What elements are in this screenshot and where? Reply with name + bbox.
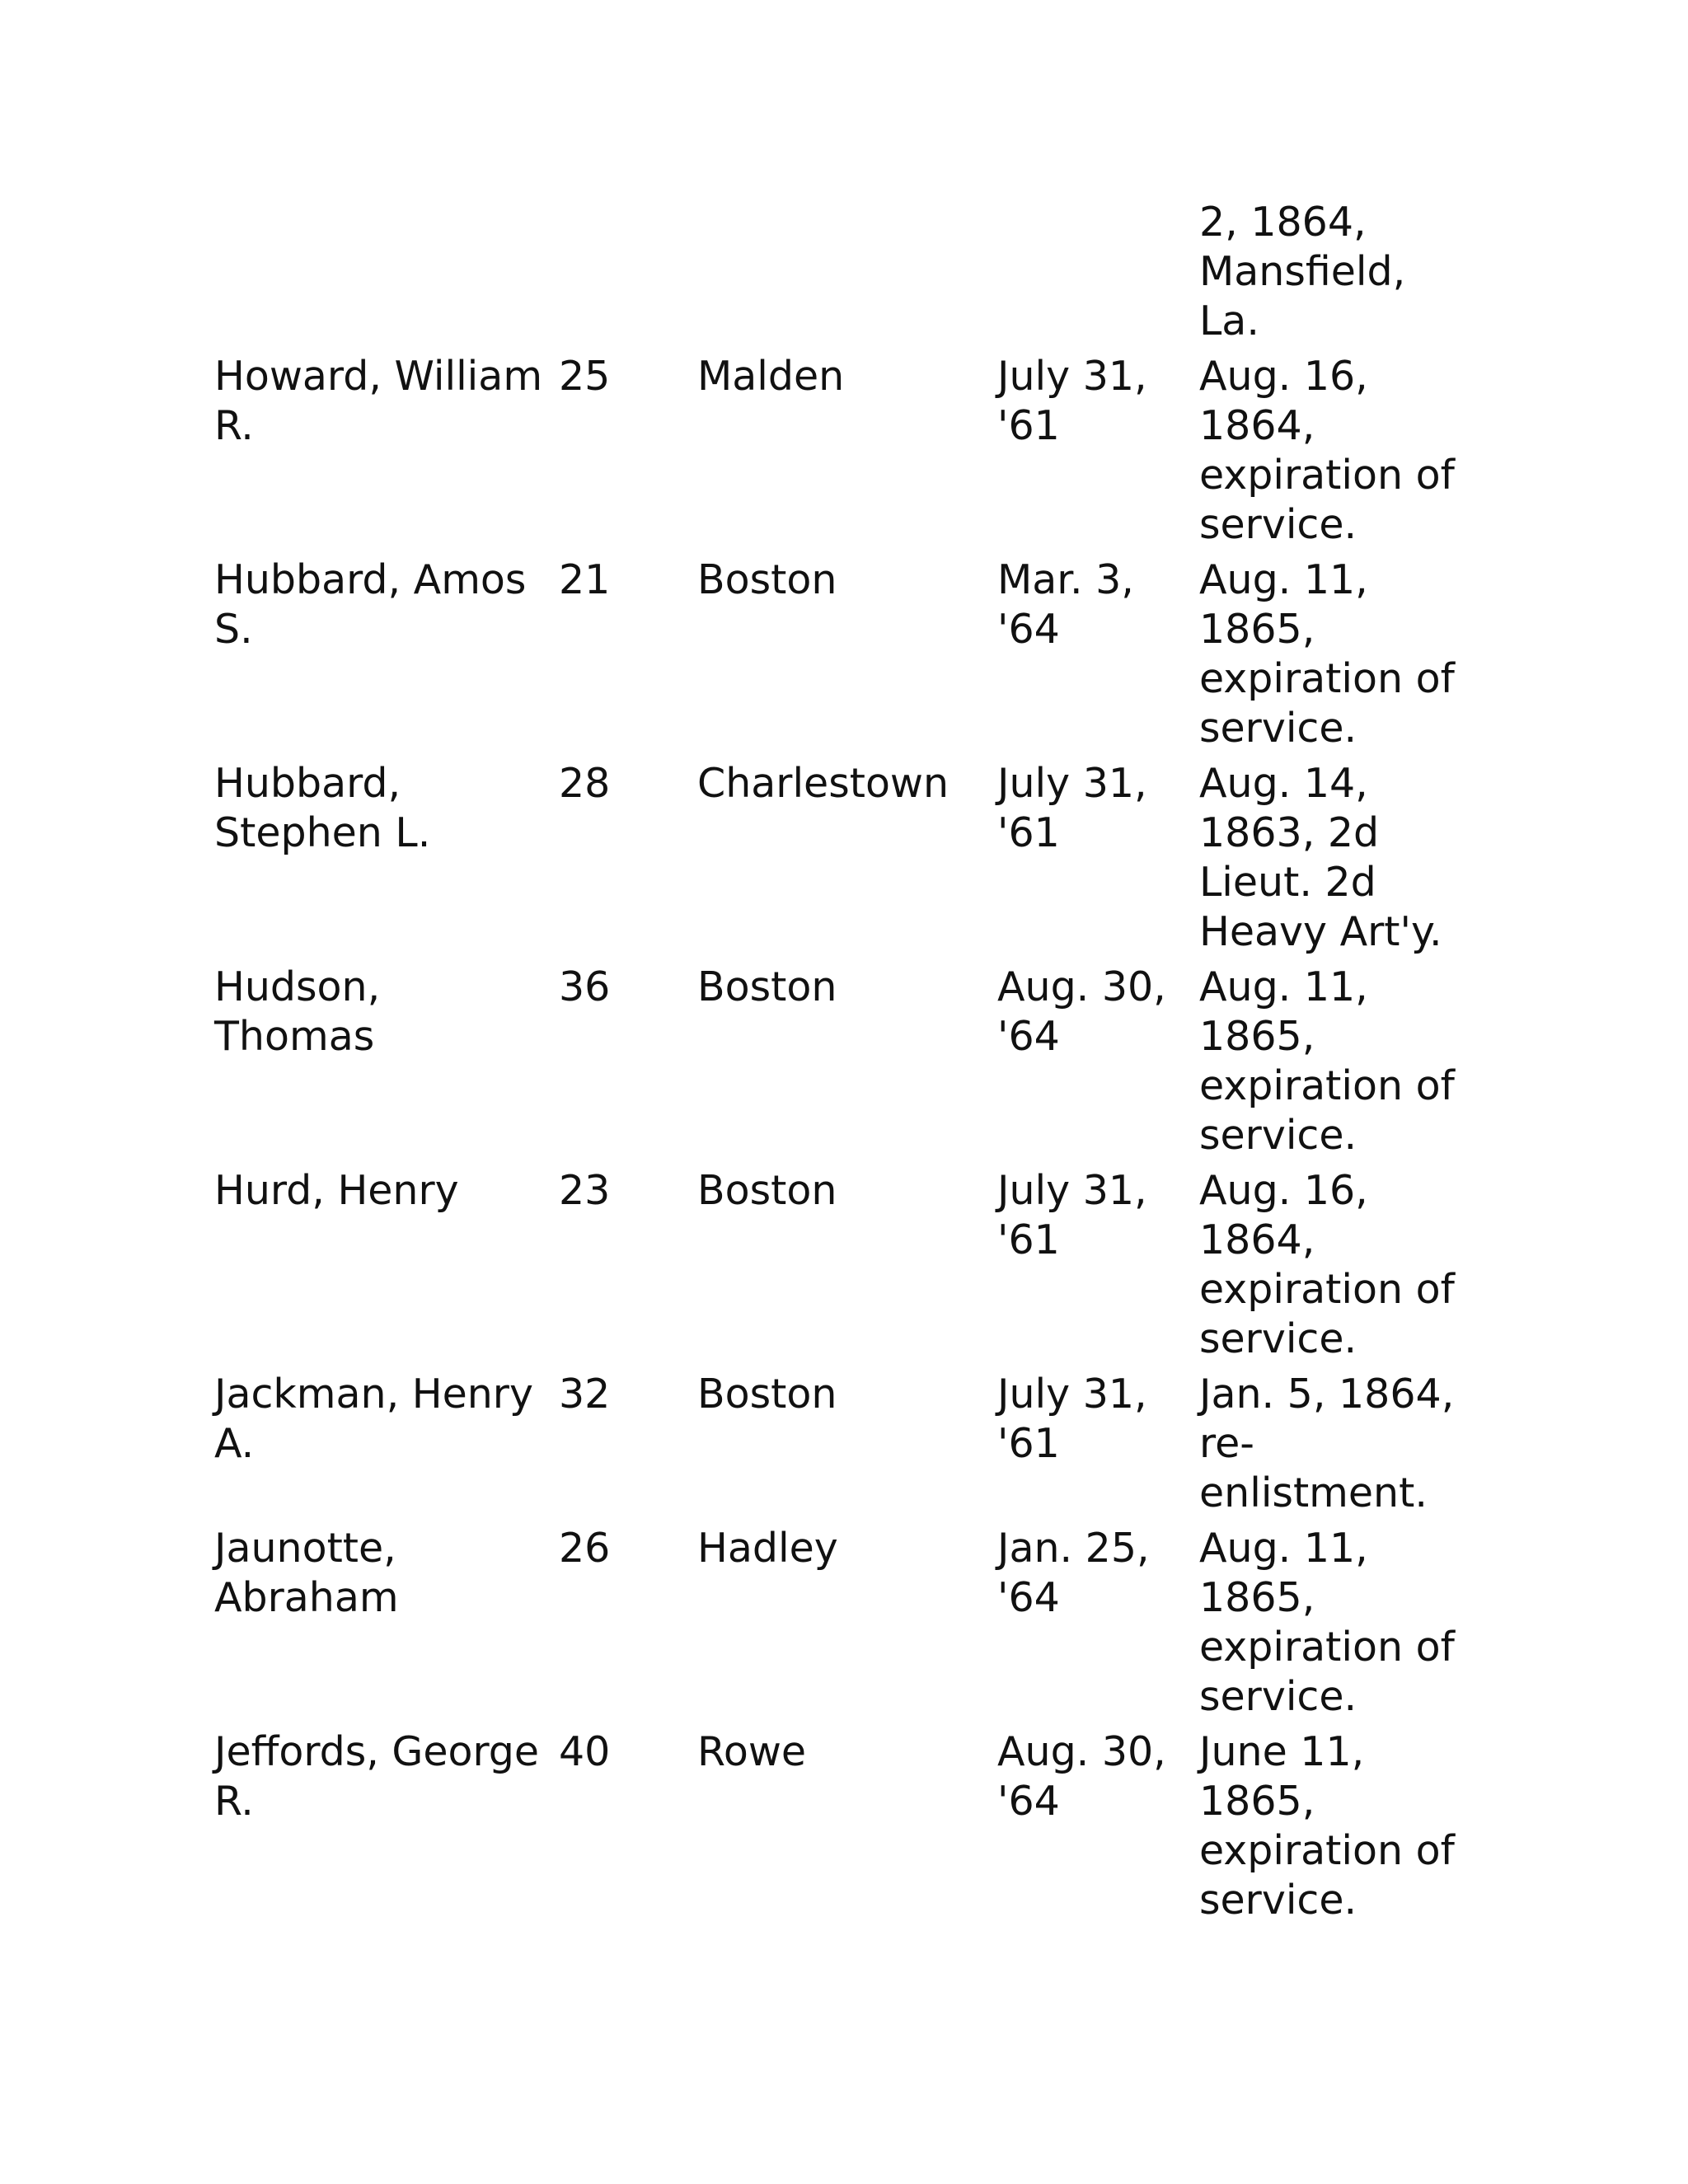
name-cell bbox=[214, 1364, 559, 1518]
name-cell bbox=[214, 1160, 559, 1364]
termination-of-service: Jan. 5, 1864, re-enlistment. bbox=[1199, 1371, 1455, 1516]
soldier-name: Hudson, Thomas bbox=[214, 963, 381, 1060]
date-cell bbox=[997, 1518, 1199, 1722]
termination-of-service: Aug. 14, 1863, 2d Lieut. 2d Heavy Art'y. bbox=[1199, 760, 1442, 955]
date-mustered: July 31, '61 bbox=[997, 1371, 1147, 1467]
name-cell bbox=[214, 1518, 559, 1722]
residence-cell bbox=[697, 1518, 997, 1722]
soldier-age: 32 bbox=[559, 1371, 611, 1418]
soldier-residence: Charlestown bbox=[697, 760, 950, 807]
termination-of-service: Aug. 11, 1865, expiration of service. bbox=[1199, 1525, 1455, 1720]
age-cell bbox=[559, 753, 697, 957]
soldier-age: 26 bbox=[559, 1525, 611, 1572]
date-cell bbox=[997, 1364, 1199, 1518]
date-mustered: July 31, '61 bbox=[997, 353, 1147, 449]
residence-cell bbox=[697, 198, 997, 346]
name-cell bbox=[214, 753, 559, 957]
date-cell bbox=[997, 753, 1199, 957]
roster-table bbox=[214, 198, 1484, 1925]
age-cell bbox=[559, 1518, 697, 1722]
termination-cell bbox=[1199, 1518, 1484, 1722]
date-cell bbox=[997, 198, 1199, 346]
table-row bbox=[214, 957, 1484, 1160]
termination-of-service: Aug. 16, 1864, expiration of service. bbox=[1199, 1167, 1455, 1362]
residence-cell bbox=[697, 1160, 997, 1364]
soldier-residence: Boston bbox=[697, 963, 837, 1010]
date-mustered: Aug. 30, '64 bbox=[997, 1728, 1166, 1825]
soldier-name: Howard, William R. bbox=[214, 353, 543, 449]
soldier-residence: Boston bbox=[697, 556, 837, 603]
termination-cell bbox=[1199, 957, 1484, 1160]
name-cell bbox=[214, 198, 559, 346]
date-cell bbox=[997, 550, 1199, 753]
termination-of-service: Aug. 11, 1865, expiration of service. bbox=[1199, 963, 1455, 1159]
age-cell bbox=[559, 198, 697, 346]
age-cell bbox=[559, 1722, 697, 1925]
soldier-age: 25 bbox=[559, 353, 611, 400]
date-cell bbox=[997, 1160, 1199, 1364]
table-row bbox=[214, 1722, 1484, 1925]
table-row bbox=[214, 753, 1484, 957]
termination-cell bbox=[1199, 550, 1484, 753]
soldier-residence: Boston bbox=[697, 1371, 837, 1418]
termination-cell bbox=[1199, 198, 1484, 346]
soldier-age: 21 bbox=[559, 556, 611, 603]
soldier-residence: Rowe bbox=[697, 1728, 807, 1775]
residence-cell bbox=[697, 1722, 997, 1925]
date-cell bbox=[997, 1722, 1199, 1925]
continuation-row bbox=[214, 198, 1484, 346]
date-mustered: July 31, '61 bbox=[997, 1167, 1147, 1263]
date-cell bbox=[997, 957, 1199, 1160]
age-cell bbox=[559, 1160, 697, 1364]
age-cell bbox=[559, 550, 697, 753]
soldier-age: 28 bbox=[559, 760, 611, 807]
table-row bbox=[214, 1364, 1484, 1518]
soldier-name: Hubbard, Amos S. bbox=[214, 556, 527, 653]
soldier-residence: Hadley bbox=[697, 1525, 838, 1572]
date-mustered: Aug. 30, '64 bbox=[997, 963, 1166, 1060]
date-cell bbox=[997, 346, 1199, 550]
table-row bbox=[214, 550, 1484, 753]
date-mustered: Mar. 3, '64 bbox=[997, 556, 1134, 653]
date-mustered: Jan. 25, '64 bbox=[997, 1525, 1150, 1621]
termination-cell bbox=[1199, 1364, 1484, 1518]
soldier-residence: Malden bbox=[697, 353, 845, 400]
soldier-name: Jackman, Henry A. bbox=[214, 1371, 533, 1467]
termination-of-service: June 11, 1865, expiration of service. bbox=[1199, 1728, 1455, 1924]
name-cell bbox=[214, 957, 559, 1160]
soldier-residence: Boston bbox=[697, 1167, 837, 1214]
termination-cell bbox=[1199, 753, 1484, 957]
residence-cell bbox=[697, 550, 997, 753]
table-row bbox=[214, 1518, 1484, 1722]
soldier-age: 40 bbox=[559, 1728, 611, 1775]
table-row bbox=[214, 1160, 1484, 1364]
table-row bbox=[214, 346, 1484, 550]
date-mustered: July 31, '61 bbox=[997, 760, 1147, 856]
age-cell bbox=[559, 957, 697, 1160]
soldier-name: Jaunotte, Abraham bbox=[214, 1525, 399, 1621]
residence-cell bbox=[697, 1364, 997, 1518]
termination-cell bbox=[1199, 1722, 1484, 1925]
residence-cell bbox=[697, 753, 997, 957]
termination-cell bbox=[1199, 1160, 1484, 1364]
termination-cell bbox=[1199, 346, 1484, 550]
soldier-name: Jeffords, George R. bbox=[214, 1728, 540, 1825]
soldier-age: 23 bbox=[559, 1167, 611, 1214]
residence-cell bbox=[697, 957, 997, 1160]
soldier-name: Hubbard, Stephen L. bbox=[214, 760, 431, 856]
termination-of-service: Aug. 16, 1864, expiration of service. bbox=[1199, 353, 1455, 548]
termination-of-service: Aug. 11, 1865, expiration of service. bbox=[1199, 556, 1455, 752]
name-cell bbox=[214, 550, 559, 753]
soldier-age: 36 bbox=[559, 963, 611, 1010]
name-cell bbox=[214, 346, 559, 550]
residence-cell bbox=[697, 346, 997, 550]
roster-body bbox=[214, 198, 1484, 1925]
name-cell bbox=[214, 1722, 559, 1925]
age-cell bbox=[559, 1364, 697, 1518]
termination-of-service: 2, 1864, Mansfield, La. bbox=[1199, 199, 1406, 344]
soldier-name: Hurd, Henry bbox=[214, 1167, 459, 1214]
age-cell bbox=[559, 346, 697, 550]
